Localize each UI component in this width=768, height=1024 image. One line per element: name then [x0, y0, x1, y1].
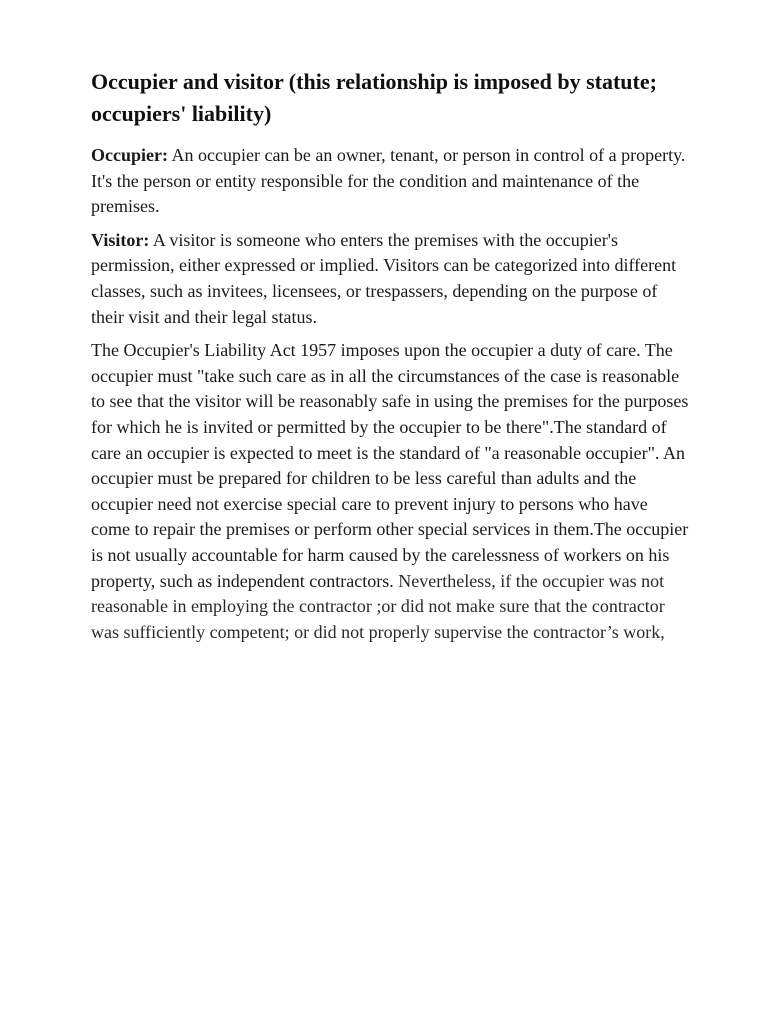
occupier-paragraph — [91, 143, 691, 220]
liability-tail-text: Nevertheless, if the occupier was not reasonable in employing the contractor ;or did not make sure that the contractor was sufficiently competent; or did not properly supervise the contractor’s work, — [91, 570, 665, 642]
visitor-term: Visitor: — [91, 229, 150, 250]
document-page — [91, 66, 691, 653]
occupier-term: Occupier: — [91, 145, 168, 165]
visitor-definition: A visitor is someone who enters the premises with the occupier's permission, either expressed or implied. Visitors can be categorized into different classes, such as invitees, licensees, or trespassers, depending on the purpose of their visit and their legal status. — [91, 229, 677, 327]
occupier-definition: An occupier can be an owner, tenant, or person in control of a property. It's the person or entity responsible for the condition and maintenance of the premises. — [91, 145, 686, 217]
visitor-paragraph — [91, 228, 691, 330]
liability-text: The Occupier's Liability Act 1957 imposes upon the occupier a duty of care. The occupier must "take such care as in all the circumstances of the case is reasonable to see that the visitor will be reasonably safe in using the premises for the purposes for which he is invited or permitted by the occupier to be there".The standard of care an occupier is expected to meet is the standard of "a reasonable occupier". An occupier must be prepared for children to be less careful than adults and the occupier need not exercise special care to prevent injury to persons who have come to repair the premises or perform other special services in them.The occupier is not usually accountable for harm caused by the carelessness of workers on his property, such as independent contractors. — [91, 340, 689, 591]
document-title: Occupier and visitor (this relationship is imposed by statute; occupiers' liability) — [91, 69, 657, 126]
liability-paragraph — [91, 338, 691, 645]
